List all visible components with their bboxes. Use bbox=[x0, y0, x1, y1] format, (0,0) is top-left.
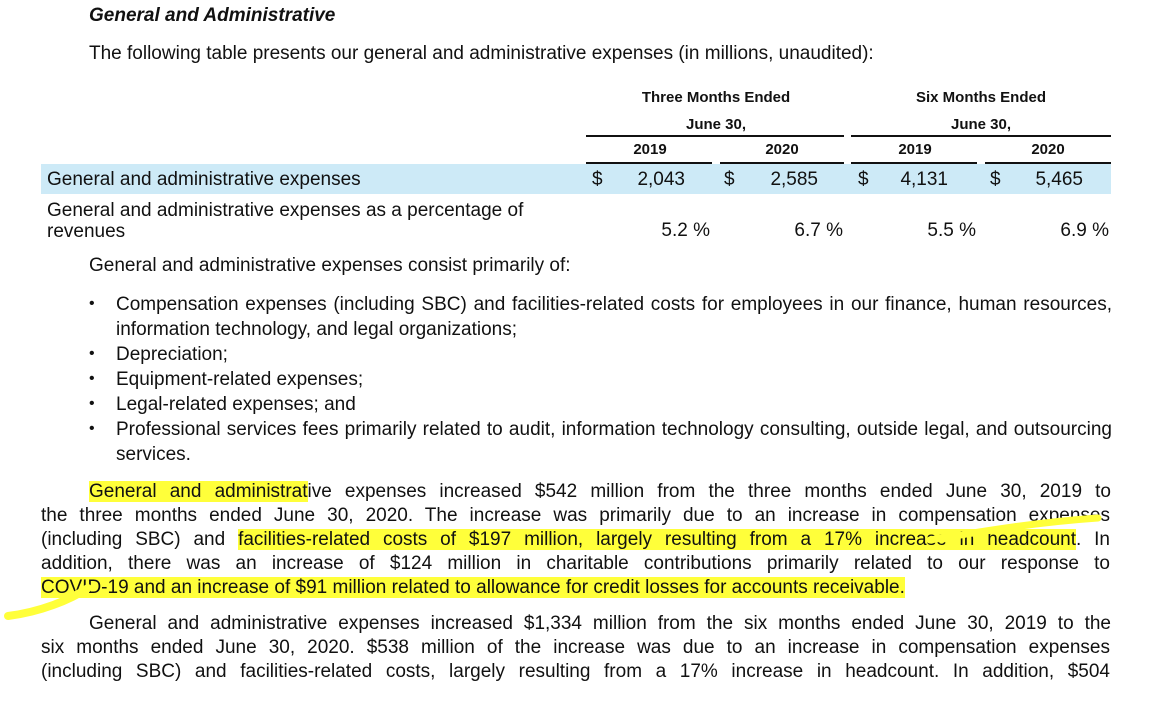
currency-symbol: $ bbox=[724, 169, 735, 190]
table-cell-value: 5,465 bbox=[1035, 169, 1083, 190]
bullet-dot: • bbox=[89, 295, 95, 312]
list-item: Professional services fees primarily related to audit, information technology consulting, outside legal, and outsourcing services. bbox=[116, 419, 1112, 465]
paragraph-line: six months ended June 30, 2020. $538 million of the increase was due to an increase in compensation expenses bbox=[41, 637, 1110, 658]
year-header: 2019 bbox=[633, 141, 667, 158]
bullet-dot: • bbox=[89, 395, 95, 412]
period-header-six-months: Six Months Ended June 30, bbox=[915, 89, 1046, 133]
paragraph-line: (including SBC) and facilities-related costs, largely resulting from a 17% increase in headcount. In addition, $504 bbox=[41, 661, 1110, 682]
paragraph-line: the three months ended June 30, 2020. The increase was primarily due to an increase in compensation expenses bbox=[41, 505, 1110, 526]
list-item: Depreciation; bbox=[116, 344, 228, 365]
highlighted-text: General and administrat bbox=[89, 481, 308, 502]
currency-symbol: $ bbox=[858, 169, 869, 190]
highlighter-stroke bbox=[8, 588, 88, 616]
list-item: Legal-related expenses; and bbox=[116, 394, 356, 415]
table-cell-value: 4,131 bbox=[900, 169, 948, 190]
table-cell-value: 6.9 % bbox=[1060, 220, 1109, 241]
currency-symbol: $ bbox=[990, 169, 1001, 190]
list-item: Compensation expenses (including SBC) and facilities-related costs for employees in our finance, human resources, information technology, and legal organizations; bbox=[116, 294, 1112, 340]
section-title: General and Administrative bbox=[89, 5, 336, 26]
row-label-ga-expenses: General and administrative expenses bbox=[47, 169, 361, 190]
row-label-percentage: General and administrative expenses as a percentage of revenues bbox=[47, 200, 524, 242]
paragraph-line: General and administrative expenses increased $1,334 million from the six months ended June 30, 2019 to the bbox=[89, 613, 1111, 634]
paragraph-line: addition, there was an increase of $124 million in charitable contributions primarily related to our response to bbox=[41, 553, 1110, 574]
year-header: 2020 bbox=[1031, 141, 1065, 158]
table-cell-value: 2,585 bbox=[770, 169, 818, 190]
table-cell-value: 5.5 % bbox=[927, 220, 976, 241]
list-item: Equipment-related expenses; bbox=[116, 369, 364, 390]
year-header: 2019 bbox=[898, 141, 932, 158]
table-cell-value: 6.7 % bbox=[794, 220, 843, 241]
table-cell-value: 2,043 bbox=[637, 169, 685, 190]
year-header: 2020 bbox=[765, 141, 799, 158]
table-cell-value: 5.2 % bbox=[661, 220, 710, 241]
highlighted-text: facilities-related costs of $197 million, largely resulting from a 17% increase in headcount bbox=[238, 529, 1076, 550]
bullet-dot: • bbox=[89, 345, 95, 362]
highlighter-stroke bbox=[930, 518, 1098, 540]
bullet-dot: • bbox=[89, 370, 95, 387]
bullet-dot: • bbox=[89, 420, 95, 437]
paragraph-line: General and administrative expenses increased $542 million from the three months ended June 30, 2019 to bbox=[89, 481, 1111, 502]
list-lead: General and administrative expenses consist primarily of: bbox=[89, 255, 571, 276]
period-header-three-months: Three Months Ended June 30, bbox=[641, 89, 791, 133]
paragraph-line: (including SBC) and facilities-related costs of $197 million, largely resulting from a 17% increase in headcount. In bbox=[41, 529, 1110, 550]
highlighted-text: COVID-19 and an increase of $91 million related to allowance for credit losses for accounts receivable. bbox=[41, 577, 905, 598]
table-intro: The following table presents our general and administrative expenses (in millions, unaudited): bbox=[89, 43, 874, 64]
currency-symbol: $ bbox=[592, 169, 603, 190]
